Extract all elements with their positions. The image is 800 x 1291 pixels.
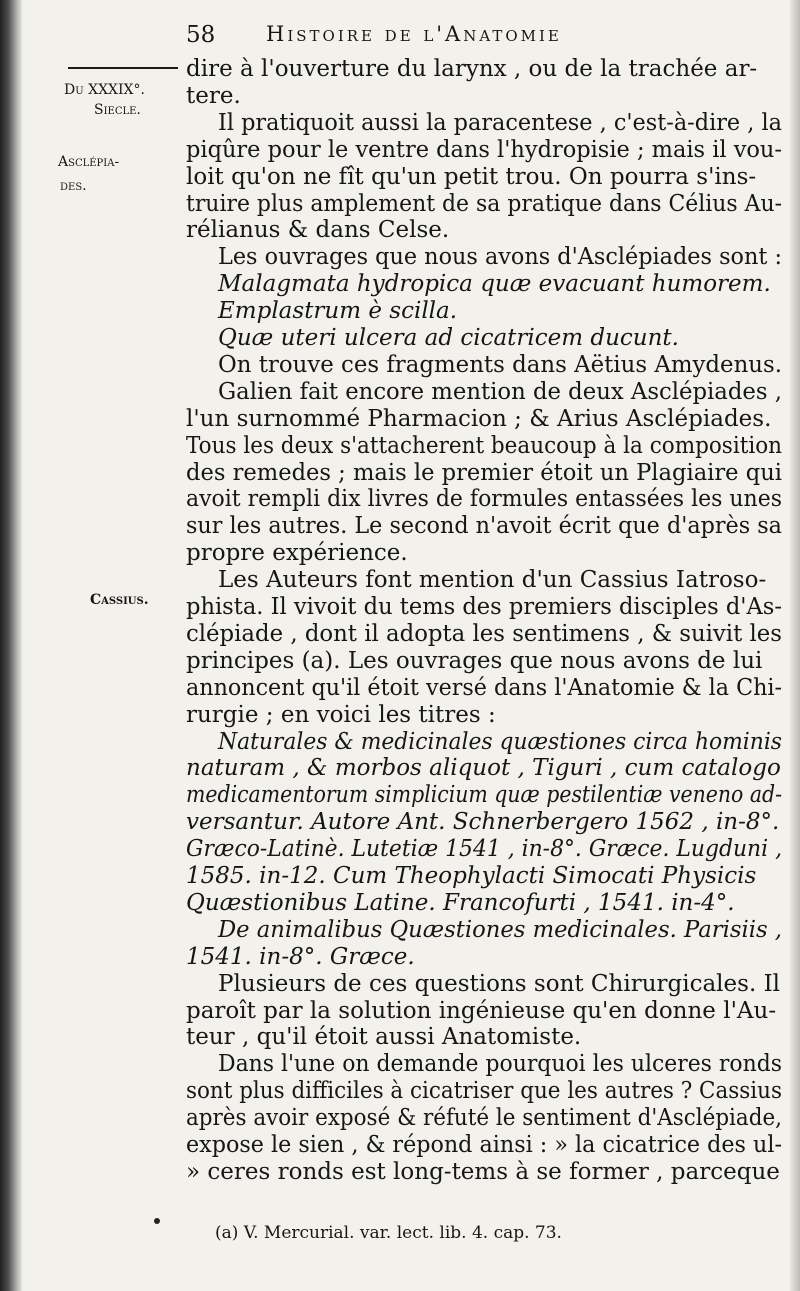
text-line: Dans l'une on demande pourquoi les ulceres ronds <box>218 1051 782 1078</box>
text-line: Naturales & medicinales quæstiones circa hominis <box>218 728 783 755</box>
text-line: l'un surnommé Pharmacion ; & Arius Asclépiades. <box>186 405 772 432</box>
text-line: De animalibus Quæstiones medicinales. Parisiis , <box>218 916 783 943</box>
text-line: 1541. in-8°. Græce. <box>186 943 415 970</box>
page-number: 58 <box>186 22 216 48</box>
margin-note-century: Du XXXIX°. <box>64 82 145 98</box>
text-line: principes (a). Les ouvrages que nous avons de lui <box>186 647 763 674</box>
text-line: après avoir exposé & réfuté le sentiment d'Asclépiade, <box>186 1105 782 1132</box>
text-line: rurgie ; en voici les titres : <box>186 701 496 728</box>
binding-gutter <box>0 0 22 1291</box>
text-line: tere. <box>186 82 241 109</box>
text-line: loit qu'on ne fît qu'un petit trou. On pourra s'ins- <box>186 163 757 190</box>
text-line: des remedes ; mais le premier étoit un Plagiaire qui <box>186 459 782 486</box>
text-line: avoit rempli dix livres de formules entassées les unes <box>186 486 783 513</box>
text-line: Plusieurs de ces questions sont Chirurgicales. Il <box>218 970 781 997</box>
text-line: Quæ uteri ulcera ad cicatricem ducunt. <box>218 325 679 351</box>
text-line: clépiade , dont il adopta les sentimens , & suivit les <box>186 620 782 647</box>
text-line: phista. Il vivoit du tems des premiers disciples d'As- <box>186 594 782 620</box>
text-line: Les ouvrages que nous avons d'Asclépiades sont : <box>218 244 782 271</box>
page-edge <box>790 0 800 1291</box>
text-line: annoncent qu'il étoit versé dans l'Anatomie & la Chi- <box>186 674 783 701</box>
text-line: propre expérience. <box>186 540 408 567</box>
text-line: paroît par la solution ingénieuse qu'en donne l'Au- <box>186 997 777 1024</box>
text-line: medicamentorum simplicium quæ pestilentiæ veneno ad- <box>186 782 782 809</box>
text-line: Il pratiquoit aussi la paracentese , c'est-à-dire , la <box>218 109 783 136</box>
text-line: versantur. Autore Ant. Schnerbergero 1562 , in-8°. <box>186 809 780 836</box>
text-line: naturam , & morbos aliquot , Tiguri , cum catalogo <box>186 755 781 782</box>
text-line: Emplastrum è scilla. <box>218 298 458 325</box>
text-line: expose le sien , & répond ainsi : » la cicatrice des ul- <box>186 1132 783 1158</box>
text-line: 1585. in-12. Cum Theophylacti Simocati Physicis <box>186 863 757 889</box>
text-line: piqûre pour le ventre dans l'hydropisie ; mais il vou- <box>186 136 783 163</box>
text-line: Tous les deux s'attacherent beaucoup à la composition <box>186 432 783 459</box>
text-line: Græco-Latinè. Lutetiæ 1541 , in-8°. Græce. Lugduni , <box>186 836 783 863</box>
margin-note-asclepiades: Asclépia- <box>58 154 120 170</box>
text-line: sont plus difficiles à cicatriser que les autres ? Cassius <box>186 1078 782 1105</box>
margin-rule <box>68 67 178 69</box>
text-line: Galien fait encore mention de deux Asclépiades , <box>218 378 782 405</box>
text-line: dire à l'ouverture du larynx , ou de la trachée ar- <box>186 56 758 82</box>
margin-note-asclepiades-2: des. <box>60 178 87 194</box>
text-line: teur , qu'il étoit aussi Anatomiste. <box>186 1024 582 1051</box>
text-line: On trouve ces fragments dans Aëtius Amydenus. <box>218 351 783 378</box>
text-line: Les Auteurs font mention d'un Cassius Iatroso- <box>218 567 767 594</box>
text-line: truire plus amplement de sa pratique dans Célius Au- <box>186 190 783 217</box>
body-text <box>170 0 783 1291</box>
ink-mark <box>154 1218 160 1224</box>
margin-note-cassius: Cassius. <box>90 592 149 608</box>
footnote: (a) V. Mercurial. var. lect. lib. 4. cap. 73. <box>215 1223 562 1243</box>
running-title: Histoire de l'Anatomie <box>266 22 562 46</box>
text-line: sur les autres. Le second n'avoit écrit que d'après sa <box>186 513 782 540</box>
margin-note-century-2: Siecle. <box>94 102 141 118</box>
text-line: Quæstionibus Latine. Francofurti , 1541. in-4°. <box>186 889 735 916</box>
text-line: » ceres ronds est long-tems à se former , parceque <box>186 1158 780 1185</box>
text-line: Malagmata hydropica quæ evacuant humorem. <box>218 271 771 298</box>
text-line: rélianus & dans Celse. <box>186 217 450 244</box>
